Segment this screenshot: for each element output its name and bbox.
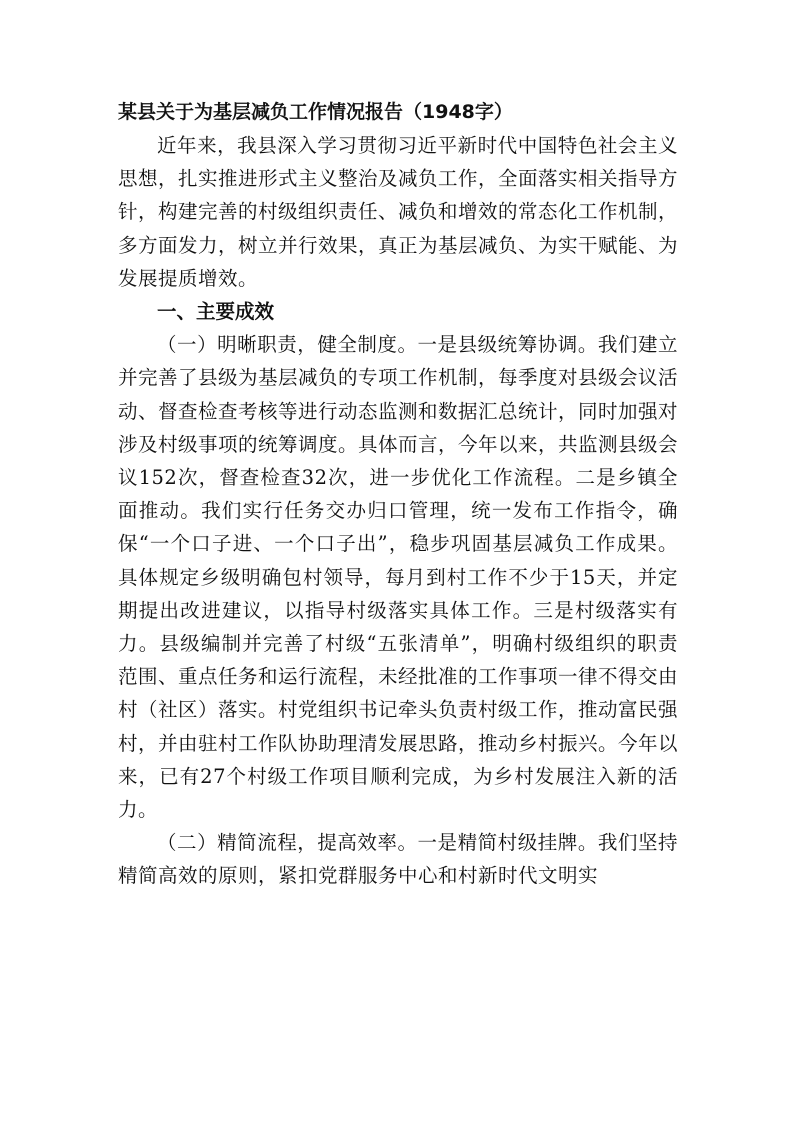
intro-paragraph: 近年来，我县深入学习贯彻习近平新时代中国特色社会主义思想，扎实推进形式主义整治及减负工作，全面落实相关指导方针，构建完善的村级组织责任、减负和增效的常态化工作机制，多方面发力，树立并行效果，真正为基层减负、为实干赋能、为发展提质增效。 xyxy=(118,134,679,290)
section-paragraph-1: （一）明晰职责，健全制度。一是县级统筹协调。我们建立并完善了县级为基层减负的专项工作机制，每季度对县级会议活动、督查检查考核等进行动态监测和数据汇总统计，同时加强对涉及村级事项的统筹调度。具体而言，今年以来，共监测县级会议152次，督查检查32次，进一步优化工作流程。二是乡镇全面推动。我们实行任务交办归口管理，统一发布工作指令，确保“一个口子进、一个口子出”，稳步巩固基层减负工作成果。具体规定乡级明确包村领导，每月到村工作不少于15天，并定期提出改进建议，以指导村级落实具体工作。三是村级落实有力。县级编制并完善了村级“五张清单”，明确村级组织的职责范围、重点任务和运行流程，未经批准的工作事项一律不得交由村（社区）落实。村党组织书记牵头负责村级工作，推动富民强村，并由驻村工作队协助理清发展思路，推动乡村振兴。今年以来，已有27个村级工作项目顺利完成，为乡村发展注入新的活力。 xyxy=(118,333,679,822)
document-title: 某县关于为基层减负工作情况报告（1948字） xyxy=(118,101,513,123)
document-page xyxy=(118,96,678,893)
section-paragraph-2: （二）精简流程，提高效率。一是精简村级挂牌。我们坚持精简高效的原则，紧扣党群服务中心和村新时代文明实 xyxy=(118,831,678,888)
section-heading: 一、主要成效 xyxy=(157,300,275,324)
